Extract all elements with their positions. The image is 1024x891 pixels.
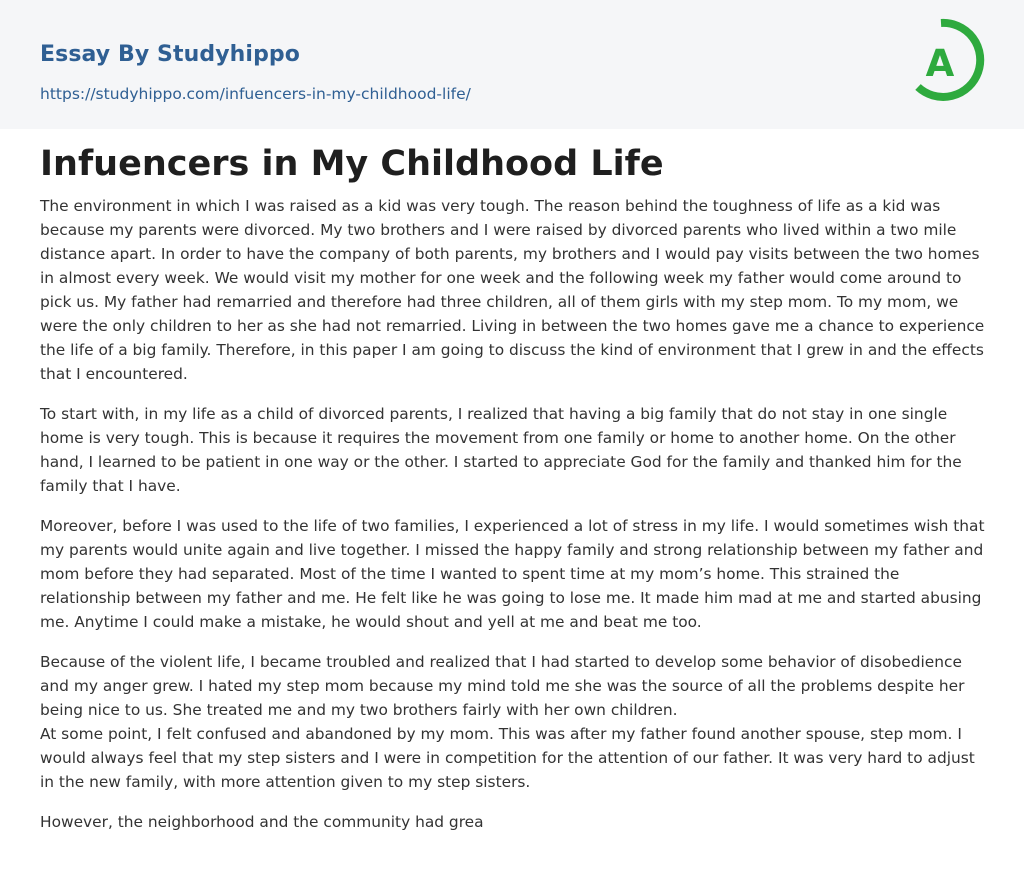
essay-body (40, 194, 990, 850)
site-header (0, 0, 1024, 129)
essay-paragraph: At some point, I felt confused and abandoned by my mom. This was after my father found another spouse, step mom. I would always feel that my step sisters and I were in competition for the attention of our father. It was very hard to adjust in the new family, with more attention given to my step sisters. (40, 725, 975, 791)
studyhippo-logo-icon[interactable] (909, 18, 989, 108)
essay-paragraph: The environment in which I was raised as a kid was very tough. The reason behind the toughness of life as a kid was because my parents were divorced. My two brothers and I were raised by divorced parents who lived within a two mile distance apart. In order to have the company of both parents, my brothers and I would pay visits between the two homes in almost every week. We would visit my mother for one week and the following week my father would come around to pick us. My father had remarried and therefore had three children, all of them girls with my step mom. To my mom, we were the only children to her as she had not remarried. Living in between the two homes gave me a chance to experience the life of a big family. Therefore, in this paper I am going to discuss the kind of environment that I grew in and the effects that I encountered. (40, 197, 985, 383)
essay-paragraph: To start with, in my life as a child of divorced parents, I realized that having a big family that do not stay in one single home is very tough. This is because it requires the movement from one family or home to another home. On the other hand, I learned to be patient in one way or the other. I started to appreciate God for the family and thanked him for the family that I have. (40, 405, 962, 495)
logo-letter: A (925, 42, 955, 85)
essay-paragraph: Moreover, before I was used to the life of two families, I experienced a lot of stress in my life. I would sometimes wish that my parents would unite again and live together. I missed the happy family and strong relationship between my father and mom before they had separated. Most of the time I wanted to spent time at my mom’s home. This strained the relationship between my father and me. He felt like he was going to lose me. It made him mad at me and started abusing me. Anytime I could make a mistake, he would shout and yell at me and beat me too. (40, 517, 985, 631)
essay-paragraph-truncated: However, the neighborhood and the community had grea (40, 813, 484, 831)
essay-title: Infuencers in My Childhood Life (40, 144, 664, 184)
essay-url-link[interactable]: https://studyhippo.com/infuencers-in-my-childhood-life/ (40, 85, 471, 103)
essay-paragraph: Because of the violent life, I became troubled and realized that I had started to develop some behavior of disobedience and my anger grew. I hated my step mom because my mind told me she was the source of all the problems despite her being nice to us. She treated me and my two brothers fairly with her own children. (40, 653, 965, 719)
brand-title[interactable]: Essay By Studyhippo (40, 42, 300, 67)
